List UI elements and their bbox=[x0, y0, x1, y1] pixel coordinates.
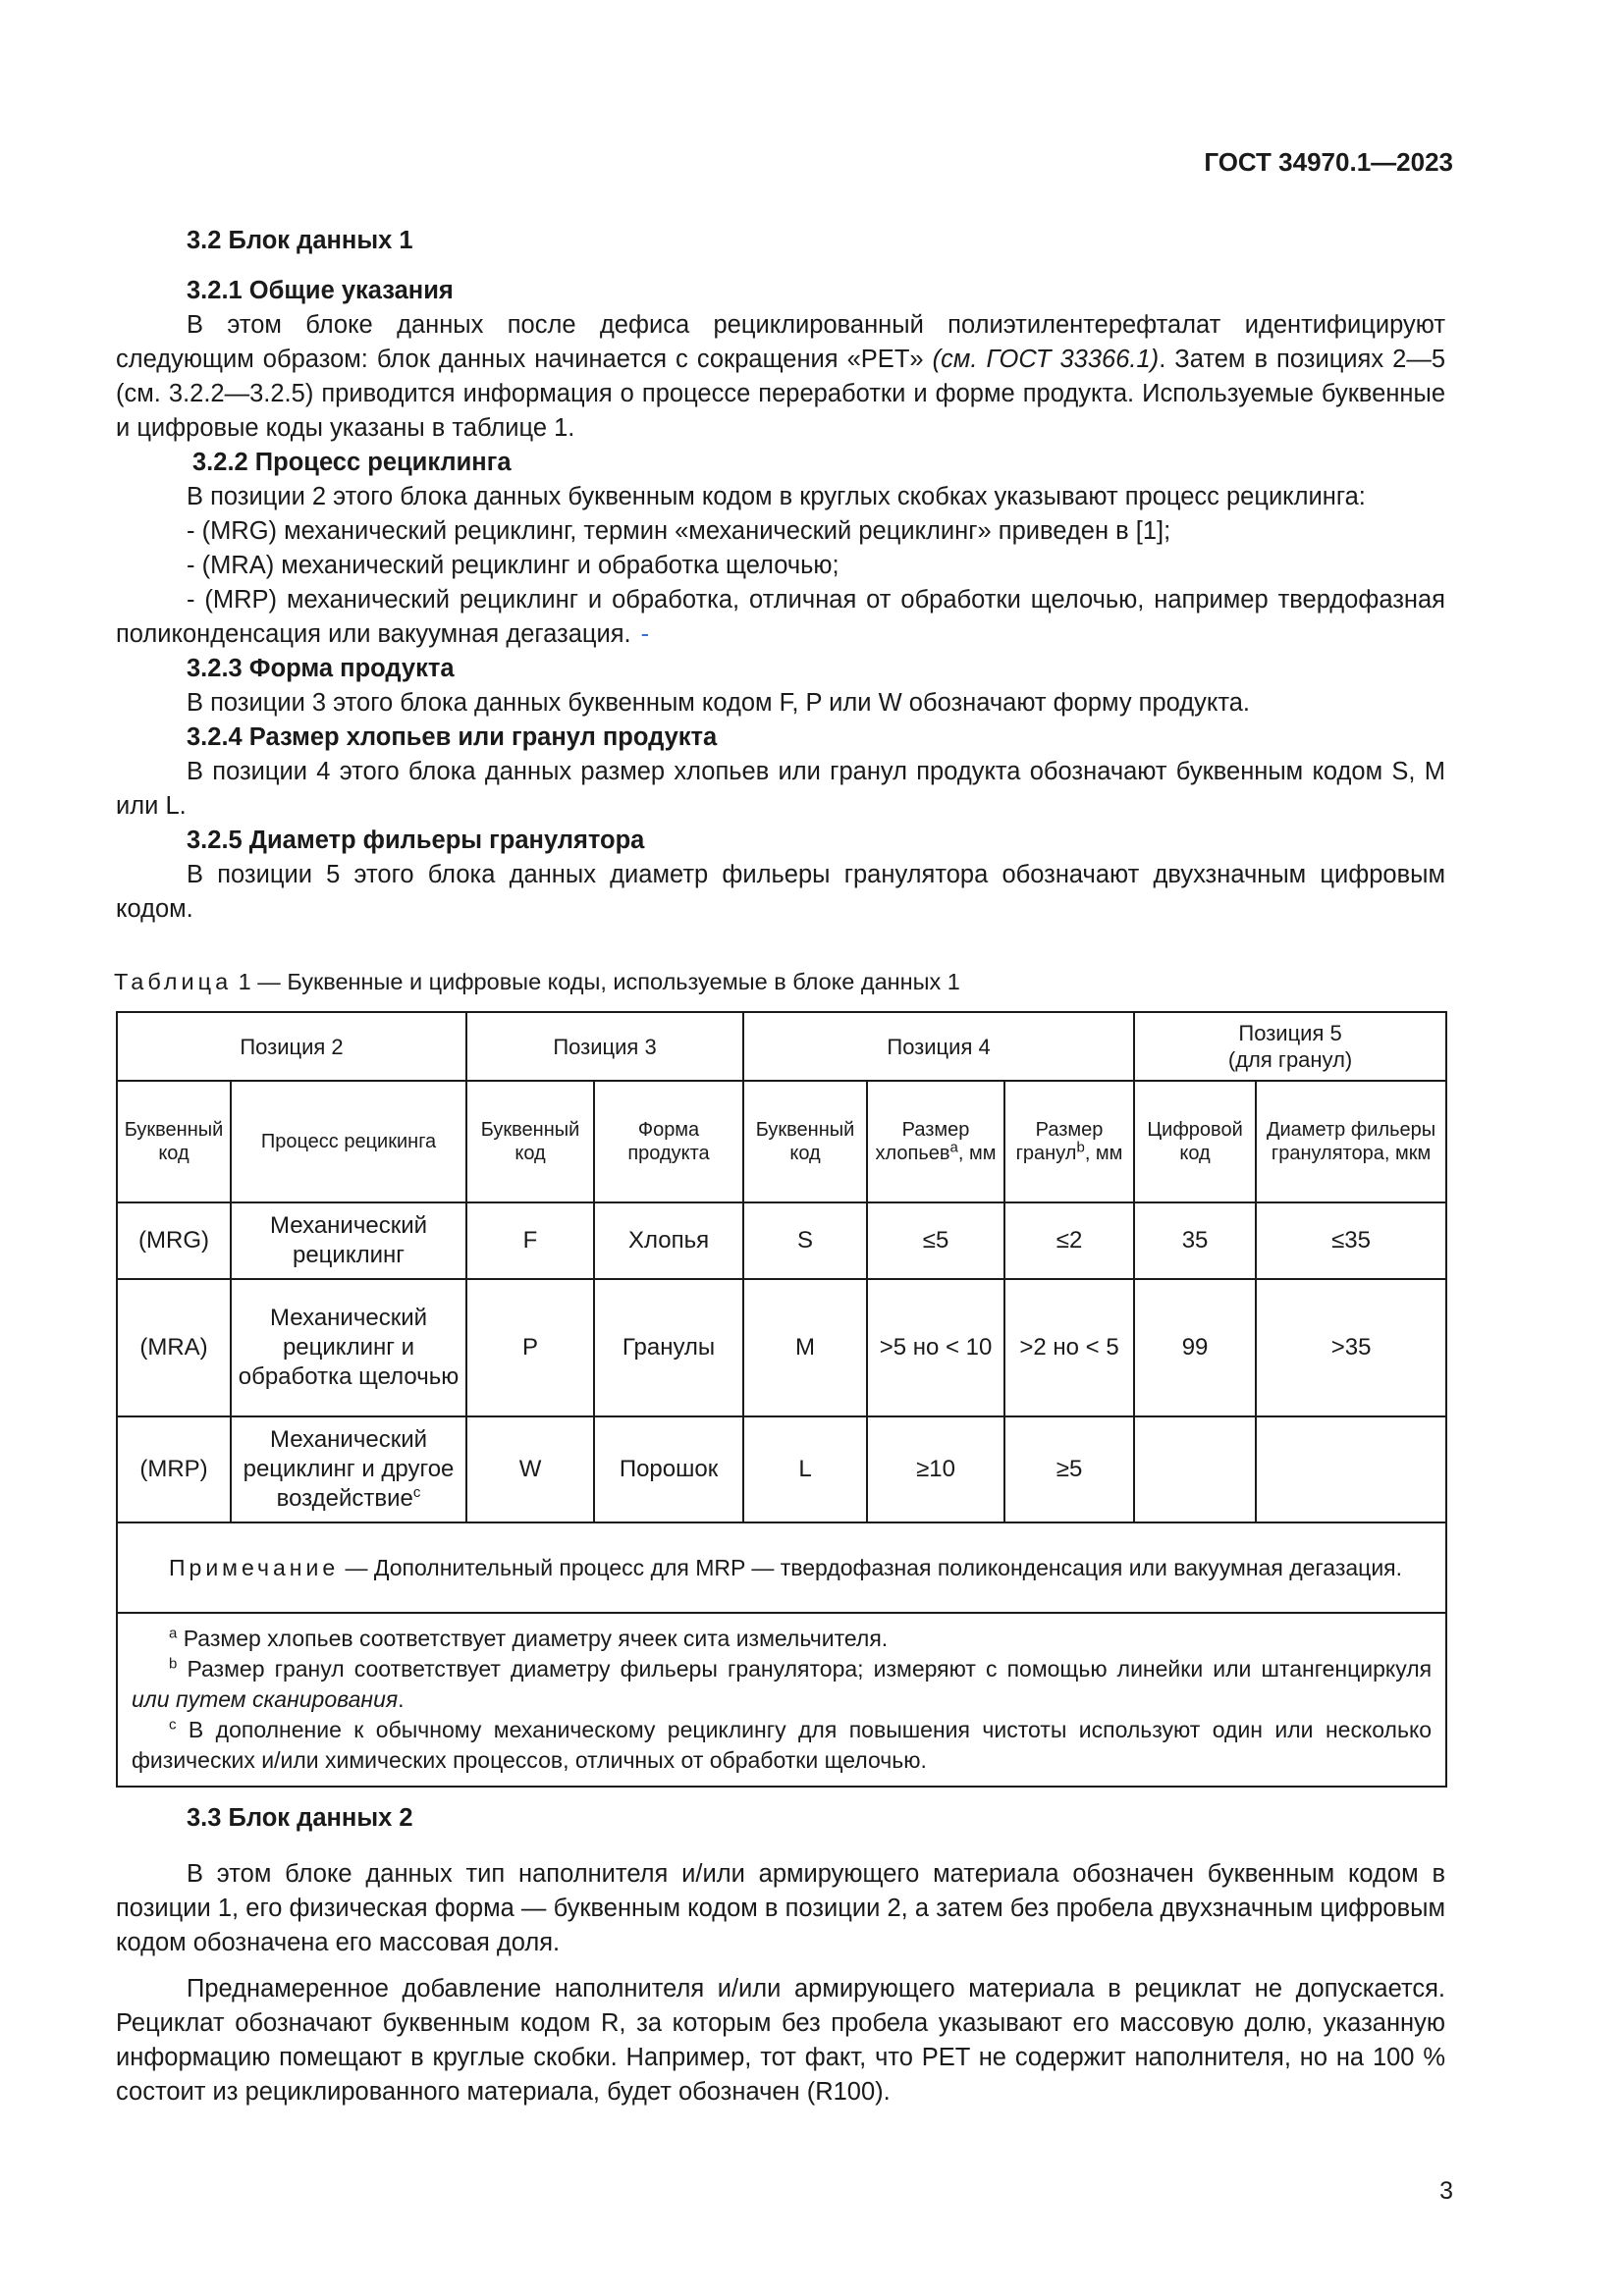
cell-code4: S bbox=[743, 1202, 867, 1279]
gost-reference: (см. ГОСТ 33366.1) bbox=[932, 346, 1160, 373]
footnote-b-text: Размер гранул соответствует диаметру фильеры гранулятора; измеряют с помощью линейки или штангенциркуля bbox=[187, 1656, 1433, 1682]
header-position-5 bbox=[1134, 1012, 1446, 1081]
section-3-2-1-text-a: В этом блоке данных после дефиса рециклированный полиэтилентерефталат идентифицируют следующим образом: блок данных начинается с сокращения «PET» bbox=[116, 311, 1445, 373]
cell-diameter bbox=[1256, 1416, 1446, 1522]
cell-form: Порошок bbox=[594, 1416, 743, 1522]
cell-flake: >5 но < 10 bbox=[867, 1279, 1004, 1416]
col-die-diameter: Диаметр фильеры гранулятора, мкм bbox=[1256, 1081, 1446, 1202]
footnote-c bbox=[132, 1715, 1432, 1776]
table-sub-header-row bbox=[117, 1081, 1446, 1202]
footnote-c-mark: c bbox=[169, 1716, 177, 1734]
header-position-5-note: (для гранул) bbox=[1227, 1047, 1353, 1072]
footnote-mark-b: b bbox=[1076, 1139, 1085, 1156]
list-item-mra: - (MRA) механический рециклинг и обработка щелочью; bbox=[187, 552, 839, 579]
cell-code4: M bbox=[743, 1279, 867, 1416]
cell-process-text: Механический рециклинг и другое воздействие bbox=[243, 1426, 455, 1512]
codes-table bbox=[116, 1011, 1447, 1788]
cell-granule: >2 но < 5 bbox=[1004, 1279, 1134, 1416]
header-position-2: Позиция 2 bbox=[117, 1012, 466, 1081]
cell-form: Хлопья bbox=[594, 1202, 743, 1279]
header-position-3: Позиция 3 bbox=[466, 1012, 743, 1081]
header-position-4: Позиция 4 bbox=[743, 1012, 1134, 1081]
col-product-form: Форма продукта bbox=[594, 1081, 743, 1202]
section-3-2-3-title: 3.2.3 Форма продукта bbox=[187, 655, 455, 682]
footnote-b bbox=[132, 1654, 1432, 1715]
section-3-2-4-text: В позиции 4 этого блока данных размер хлопьев или гранул продукта обозначают буквенным кодом S, M или L. bbox=[116, 758, 1445, 820]
section-3-3-paragraph-2: Преднамеренное добавление наполнителя и/или армирующего материала в рециклат не допускается. Рециклат обозначают буквенным кодом R, за которым без пробела указывают его массовую долю, указанную информацию помещают в круглые скобки. Например, тот факт, что PET не содержит наполнителя, но на 100 % состоит из рециклированного материала, будет обозначен (R100). bbox=[116, 1975, 1445, 2106]
stray-dash-mark: - bbox=[640, 620, 650, 648]
section-3-2 bbox=[116, 224, 1445, 927]
section-3-2-1-text-b: . Затем в позициях 2—5 (см. 3.2.2—3.2.5) приводится информация о процессе переработки и форме продукта. Используемые буквенные и цифровые коды указаны в таблице 1. bbox=[116, 346, 1445, 442]
section-3-2-1-title: 3.2.1 Общие указания bbox=[187, 277, 454, 304]
footnote-a-mark: a bbox=[169, 1625, 178, 1642]
col-letter-code-4: Буквенный код bbox=[743, 1081, 867, 1202]
table-caption-rest: 1 — Буквенные и цифровые коды, используемые в блоке данных 1 bbox=[232, 969, 960, 994]
section-3-2-2-text: В позиции 2 этого блока данных буквенным кодом в круглых скобках указывают процесс рециклинга: bbox=[187, 483, 1366, 510]
col-flake-size-unit: , мм bbox=[957, 1143, 997, 1164]
col-process: Процесс рецикинга bbox=[231, 1081, 466, 1202]
table-caption bbox=[114, 967, 1449, 996]
page-number: 3 bbox=[1439, 2177, 1453, 2205]
cell-diameter: >35 bbox=[1256, 1279, 1446, 1416]
table-group-header-row bbox=[117, 1012, 1446, 1081]
cell-code2: (MRP) bbox=[117, 1416, 231, 1522]
cell-process: Механический рециклинг и обработка щелочью bbox=[231, 1279, 466, 1416]
col-granule-size-label: Размер гранул bbox=[1015, 1119, 1104, 1164]
list-item-mrp bbox=[116, 583, 1445, 652]
section-3-3-paragraph-1: В этом блоке данных тип наполнителя и/или армирующего материала обозначен буквенным кодом в позиции 1, его физическая форма — буквенным кодом в позиции 2, а затем без пробела двухзначным цифровым кодом обозначена его массовая доля. bbox=[116, 1860, 1445, 1956]
footnote-mark-a: a bbox=[949, 1139, 958, 1156]
section-3-3-title: 3.3 Блок данных 2 bbox=[187, 1804, 413, 1832]
footnote-a bbox=[132, 1624, 1432, 1654]
table-note bbox=[117, 1522, 1446, 1613]
cell-code4: L bbox=[743, 1416, 867, 1522]
table-note-text: — Дополнительный процесс для MRP — твердофазная поликонденсация или вакуумная дегазация. bbox=[339, 1554, 1403, 1580]
cell-numcode: 35 bbox=[1134, 1202, 1256, 1279]
col-flake-size bbox=[867, 1081, 1004, 1202]
footnote-a-text: Размер хлопьев соответствует диаметру ячеек сита измельчителя. bbox=[183, 1626, 889, 1651]
section-3-2-2-title: 3.2.2 Процесс рециклинга bbox=[192, 449, 512, 476]
table-note-row bbox=[117, 1522, 1446, 1613]
col-flake-size-label: Размер хлопьев bbox=[875, 1119, 970, 1164]
cell-code3: W bbox=[466, 1416, 594, 1522]
cell-flake: ≤5 bbox=[867, 1202, 1004, 1279]
footnote-b-mark: b bbox=[169, 1655, 178, 1673]
cell-process bbox=[231, 1416, 466, 1522]
cell-form: Гранулы bbox=[594, 1279, 743, 1416]
table-footnotes-row bbox=[117, 1613, 1446, 1787]
section-3-2-title: 3.2 Блок данных 1 bbox=[187, 227, 413, 254]
table-footnotes bbox=[117, 1613, 1446, 1787]
list-item-mrp-text: - (MRP) механический рециклинг и обработка, отличная от обработки щелочью, например твердофазная поликонденсация или вакуумная дегазация. bbox=[116, 586, 1445, 648]
cell-numcode bbox=[1134, 1416, 1256, 1522]
section-3-2-4-title: 3.2.4 Размер хлопьев или гранул продукта bbox=[187, 723, 718, 751]
document-code: ГОСТ 34970.1—2023 bbox=[1204, 147, 1453, 177]
cell-code3: P bbox=[466, 1279, 594, 1416]
footnote-mark-c: c bbox=[412, 1484, 421, 1501]
table-note-word: Примечание bbox=[169, 1554, 340, 1580]
cell-flake: ≥10 bbox=[867, 1416, 1004, 1522]
cell-code3: F bbox=[466, 1202, 594, 1279]
col-granule-size bbox=[1004, 1081, 1134, 1202]
footnote-c-text: В дополнение к обычному механическому рециклингу для повышения чистоты используют один или несколько физических и/или химических процессов, отличных от обработки щелочью. bbox=[132, 1717, 1433, 1773]
cell-diameter: ≤35 bbox=[1256, 1202, 1446, 1279]
cell-process: Механический рециклинг bbox=[231, 1202, 466, 1279]
section-3-2-3-text: В позиции 3 этого блока данных буквенным кодом F, P или W обозначают форму продукта. bbox=[187, 689, 1251, 717]
footnote-b-italic: или путем сканирования bbox=[132, 1686, 399, 1712]
table-row bbox=[117, 1279, 1446, 1416]
col-numeric-code: Цифровой код bbox=[1134, 1081, 1256, 1202]
cell-code2: (MRG) bbox=[117, 1202, 231, 1279]
col-granule-size-unit: , мм bbox=[1084, 1143, 1123, 1164]
list-item-mrg: - (MRG) механический рециклинг, термин «механический рециклинг» приведен в [1]; bbox=[187, 517, 1171, 545]
cell-numcode: 99 bbox=[1134, 1279, 1256, 1416]
section-3-2-5-text: В позиции 5 этого блока данных диаметр фильеры гранулятора обозначают двухзначным цифровым кодом. bbox=[116, 861, 1445, 923]
table-row bbox=[117, 1416, 1446, 1522]
section-3-2-5-title: 3.2.5 Диаметр фильеры гранулятора bbox=[187, 827, 645, 854]
section-3-3 bbox=[116, 1801, 1445, 2121]
cell-code2: (MRA) bbox=[117, 1279, 231, 1416]
col-letter-code-2: Буквенный код bbox=[117, 1081, 231, 1202]
cell-granule: ≥5 bbox=[1004, 1416, 1134, 1522]
section-3-2-1-text bbox=[116, 308, 1445, 446]
col-letter-code-3: Буквенный код bbox=[466, 1081, 594, 1202]
footnote-b-end: . bbox=[398, 1686, 405, 1712]
cell-granule: ≤2 bbox=[1004, 1202, 1134, 1279]
table-row bbox=[117, 1202, 1446, 1279]
table-caption-word: Таблица bbox=[114, 969, 233, 994]
header-position-5-title: Позиция 5 bbox=[1238, 1021, 1342, 1045]
